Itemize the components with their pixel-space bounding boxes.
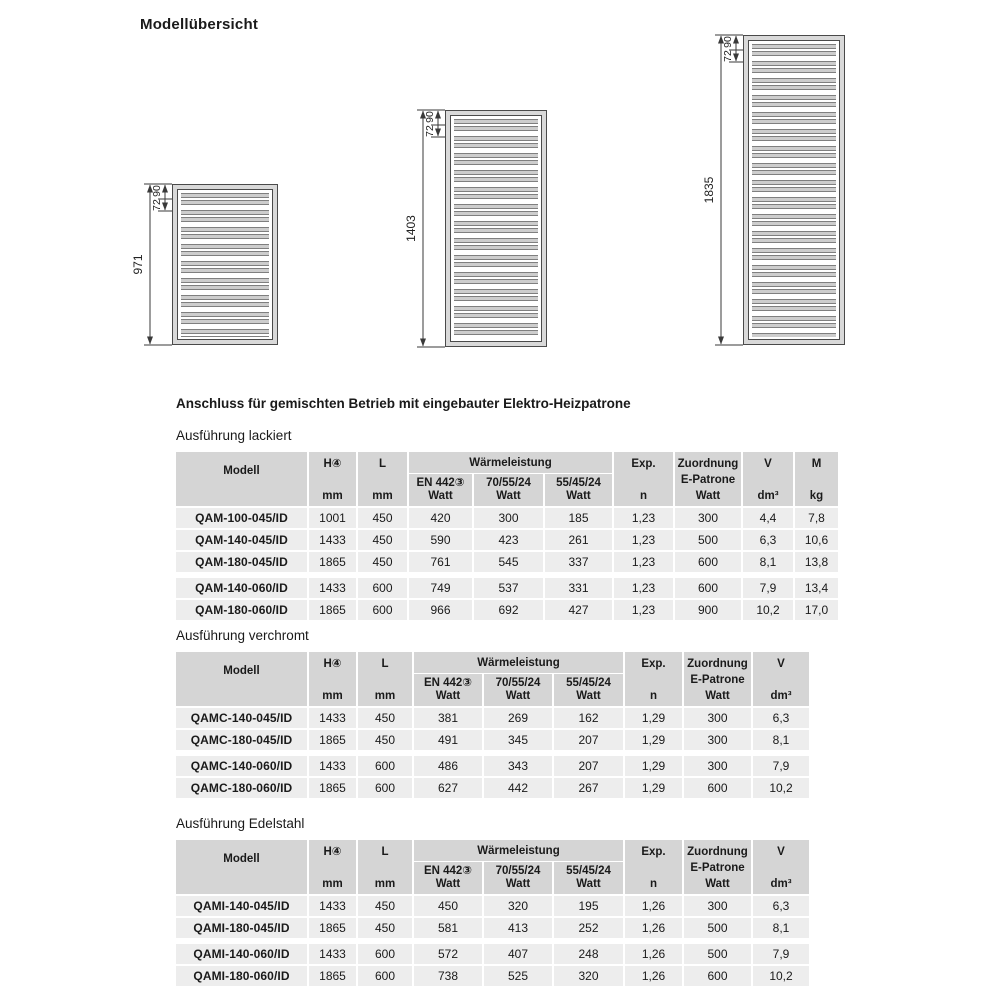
- header-cell-l: L mm: [358, 452, 407, 506]
- value-cell: 761: [409, 552, 472, 572]
- header-group-waermeleistung: [409, 452, 612, 506]
- radiator-diagram: [393, 102, 553, 355]
- value-cell: 600: [684, 778, 751, 798]
- value-cell: 162: [554, 708, 623, 728]
- spec-table-lackiert: [176, 452, 838, 620]
- value-cell: 8,1: [743, 552, 793, 572]
- value-cell: 572: [414, 944, 482, 964]
- value-cell: 1433: [309, 578, 356, 598]
- value-cell: 442: [484, 778, 552, 798]
- value-cell: 1865: [309, 778, 356, 798]
- table-row: [176, 708, 809, 728]
- value-cell: 1433: [309, 756, 356, 776]
- model-cell: QAMI-180-060/ID: [176, 966, 307, 986]
- value-cell: 1,26: [625, 918, 682, 938]
- value-cell: 6,3: [743, 530, 793, 550]
- radiator-tubes: [181, 192, 269, 337]
- value-cell: 7,9: [753, 944, 809, 964]
- value-cell: 10,2: [743, 600, 793, 620]
- header-cell-waermeleistung: Wärmeleistung: [409, 452, 612, 473]
- header-cell-watt-0: EN 442③ Watt: [409, 474, 472, 506]
- model-cell: QAM-100-045/ID: [176, 508, 307, 528]
- value-cell: 537: [474, 578, 543, 598]
- sub-heading-edelstahl: Ausführung Edelstahl: [176, 816, 305, 831]
- value-cell: 7,9: [743, 578, 793, 598]
- model-cell: QAM-140-060/ID: [176, 578, 307, 598]
- value-cell: 195: [554, 896, 623, 916]
- value-cell: 7,8: [795, 508, 838, 528]
- value-cell: 17,0: [795, 600, 838, 620]
- model-cell: QAMI-140-060/ID: [176, 944, 307, 964]
- value-cell: 300: [474, 508, 543, 528]
- model-cell: QAMC-180-060/ID: [176, 778, 307, 798]
- spec-table-edelstahl: [176, 840, 809, 986]
- header-cell-watt-2: 55/45/24 Watt: [545, 474, 612, 506]
- header-cell-v: V dm³: [753, 652, 809, 706]
- value-cell: 600: [358, 944, 412, 964]
- hole-top-dimension-label: 90: [424, 111, 436, 123]
- value-cell: 1865: [309, 552, 356, 572]
- page-title: Modellübersicht: [140, 16, 259, 33]
- value-cell: 545: [474, 552, 543, 572]
- model-cell: QAMC-140-045/ID: [176, 708, 307, 728]
- value-cell: 331: [545, 578, 612, 598]
- spec-table-verchromt: [176, 652, 809, 798]
- value-cell: 1,23: [614, 600, 673, 620]
- header-cell-watt-2: 55/45/24 Watt: [554, 674, 623, 706]
- value-cell: 381: [414, 708, 482, 728]
- value-cell: 420: [409, 508, 472, 528]
- value-cell: 1,26: [625, 966, 682, 986]
- value-cell: 8,1: [753, 918, 809, 938]
- table-header-row: [176, 652, 809, 706]
- value-cell: 1001: [309, 508, 356, 528]
- section-heading: Anschluss für gemischten Betrieb mit eingebauter Elektro-Heizpatrone: [176, 396, 631, 411]
- value-cell: 423: [474, 530, 543, 550]
- table-row: [176, 896, 809, 916]
- header-cell-waermeleistung: Wärmeleistung: [414, 840, 623, 861]
- radiator-tubes: [752, 43, 836, 337]
- value-cell: 1,29: [625, 708, 682, 728]
- value-cell: 600: [358, 966, 412, 986]
- header-cell-v: V dm³: [743, 452, 793, 506]
- hole-top-dimension-label: 90: [151, 185, 163, 197]
- value-cell: 300: [684, 730, 751, 750]
- value-cell: 8,1: [753, 730, 809, 750]
- header-group-waermeleistung: [414, 652, 623, 706]
- value-cell: 248: [554, 944, 623, 964]
- table-row: [176, 756, 809, 776]
- value-cell: 1865: [309, 730, 356, 750]
- value-cell: 450: [358, 896, 412, 916]
- value-cell: 320: [484, 896, 552, 916]
- value-cell: 590: [409, 530, 472, 550]
- value-cell: 300: [684, 708, 751, 728]
- value-cell: 4,4: [743, 508, 793, 528]
- model-cell: QAMI-180-045/ID: [176, 918, 307, 938]
- table-row: [176, 944, 809, 964]
- value-cell: 738: [414, 966, 482, 986]
- value-cell: 427: [545, 600, 612, 620]
- value-cell: 1,26: [625, 944, 682, 964]
- value-cell: 1865: [309, 918, 356, 938]
- radiator-diagram: [120, 176, 284, 353]
- header-cell-waermeleistung: Wärmeleistung: [414, 652, 623, 673]
- radiator-diagram-wrap: [691, 27, 851, 358]
- value-cell: 525: [484, 966, 552, 986]
- value-cell: 345: [484, 730, 552, 750]
- header-cell-h: H④ mm: [309, 840, 356, 894]
- value-cell: 1865: [309, 966, 356, 986]
- value-cell: 343: [484, 756, 552, 776]
- header-cell-zuordnung: Zuordnung E-Patrone Watt: [684, 840, 751, 894]
- header-cell-watt-0: EN 442③ Watt: [414, 862, 482, 894]
- header-cell-modell: Modell: [176, 652, 307, 706]
- table-row: [176, 578, 838, 598]
- value-cell: 749: [409, 578, 472, 598]
- model-cell: QAM-140-045/ID: [176, 530, 307, 550]
- value-cell: 600: [358, 778, 412, 798]
- value-cell: 337: [545, 552, 612, 572]
- value-cell: 900: [675, 600, 741, 620]
- value-cell: 10,2: [753, 778, 809, 798]
- value-cell: 300: [684, 756, 751, 776]
- value-cell: 10,2: [753, 966, 809, 986]
- value-cell: 7,9: [753, 756, 809, 776]
- height-dimension-label: 1835: [702, 176, 716, 204]
- value-cell: 300: [675, 508, 741, 528]
- table-row: [176, 530, 838, 550]
- value-cell: 1,29: [625, 756, 682, 776]
- model-cell: QAMC-140-060/ID: [176, 756, 307, 776]
- value-cell: 261: [545, 530, 612, 550]
- value-cell: 450: [414, 896, 482, 916]
- radiator-diagram-wrap: [120, 176, 284, 358]
- header-group-waermeleistung: [414, 840, 623, 894]
- value-cell: 6,3: [753, 896, 809, 916]
- value-cell: 600: [675, 578, 741, 598]
- value-cell: 600: [358, 756, 412, 776]
- header-cell-zuordnung: Zuordnung E-Patrone Watt: [675, 452, 741, 506]
- value-cell: 1433: [309, 530, 356, 550]
- radiator-tubes: [454, 118, 538, 339]
- table-row: [176, 966, 809, 986]
- sub-heading-verchromt: Ausführung verchromt: [176, 628, 309, 643]
- value-cell: 267: [554, 778, 623, 798]
- header-cell-exp: Exp. n: [625, 652, 682, 706]
- value-cell: 269: [484, 708, 552, 728]
- value-cell: 600: [358, 600, 407, 620]
- header-cell-l: L mm: [358, 840, 412, 894]
- value-cell: 1,23: [614, 508, 673, 528]
- model-cell: QAMC-180-045/ID: [176, 730, 307, 750]
- value-cell: 1433: [309, 944, 356, 964]
- value-cell: 581: [414, 918, 482, 938]
- value-cell: 252: [554, 918, 623, 938]
- value-cell: 407: [484, 944, 552, 964]
- height-dimension-label: 971: [131, 254, 145, 275]
- value-cell: 207: [554, 756, 623, 776]
- table-header-row: [176, 840, 809, 894]
- header-cell-watt-1: 70/55/24 Watt: [484, 862, 552, 894]
- header-cell-exp: Exp. n: [614, 452, 673, 506]
- hole-top-dimension-label: 90: [722, 36, 734, 48]
- hole-pitch-dimension-label: 72: [151, 199, 163, 211]
- table-header-row: [176, 452, 838, 506]
- value-cell: 500: [684, 944, 751, 964]
- value-cell: 1,23: [614, 578, 673, 598]
- header-cell-zuordnung: Zuordnung E-Patrone Watt: [684, 652, 751, 706]
- value-cell: 450: [358, 918, 412, 938]
- header-cell-h: H④ mm: [309, 652, 356, 706]
- value-cell: 1,29: [625, 730, 682, 750]
- table-row: [176, 508, 838, 528]
- header-cell-modell: Modell: [176, 840, 307, 894]
- value-cell: 500: [675, 530, 741, 550]
- model-cell: QAM-180-045/ID: [176, 552, 307, 572]
- sub-heading-lackiert: Ausführung lackiert: [176, 428, 292, 443]
- value-cell: 450: [358, 708, 412, 728]
- header-cell-watt-1: 70/55/24 Watt: [474, 474, 543, 506]
- radiator-diagram-wrap: [393, 102, 553, 360]
- value-cell: 486: [414, 756, 482, 776]
- table-block-lackiert: [176, 428, 838, 620]
- value-cell: 1,23: [614, 552, 673, 572]
- value-cell: 600: [358, 578, 407, 598]
- height-dimension-label: 1403: [404, 215, 418, 242]
- header-cell-m: M kg: [795, 452, 838, 506]
- value-cell: 600: [684, 966, 751, 986]
- value-cell: 1433: [309, 708, 356, 728]
- value-cell: 6,3: [753, 708, 809, 728]
- table-row: [176, 552, 838, 572]
- value-cell: 1,23: [614, 530, 673, 550]
- value-cell: 207: [554, 730, 623, 750]
- table-row: [176, 730, 809, 750]
- header-cell-l: L mm: [358, 652, 412, 706]
- value-cell: 1865: [309, 600, 356, 620]
- table-row: [176, 918, 809, 938]
- header-cell-watt-0: EN 442③ Watt: [414, 674, 482, 706]
- header-cell-v: V dm³: [753, 840, 809, 894]
- value-cell: 185: [545, 508, 612, 528]
- hole-pitch-dimension-label: 72: [722, 50, 734, 62]
- value-cell: 450: [358, 530, 407, 550]
- value-cell: 692: [474, 600, 543, 620]
- value-cell: 13,4: [795, 578, 838, 598]
- header-cell-watt-2: 55/45/24 Watt: [554, 862, 623, 894]
- value-cell: 500: [684, 918, 751, 938]
- header-cell-exp: Exp. n: [625, 840, 682, 894]
- value-cell: 413: [484, 918, 552, 938]
- table-row: [176, 600, 838, 620]
- value-cell: 13,8: [795, 552, 838, 572]
- header-cell-modell: Modell: [176, 452, 307, 506]
- value-cell: 491: [414, 730, 482, 750]
- value-cell: 450: [358, 730, 412, 750]
- value-cell: 1,26: [625, 896, 682, 916]
- value-cell: 300: [684, 896, 751, 916]
- table-block-verchromt: [176, 628, 809, 798]
- value-cell: 450: [358, 508, 407, 528]
- model-cell: QAMI-140-045/ID: [176, 896, 307, 916]
- value-cell: 450: [358, 552, 407, 572]
- model-cell: QAM-180-060/ID: [176, 600, 307, 620]
- value-cell: 600: [675, 552, 741, 572]
- header-cell-h: H④ mm: [309, 452, 356, 506]
- table-row: [176, 778, 809, 798]
- table-block-edelstahl: [176, 816, 809, 986]
- value-cell: 10,6: [795, 530, 838, 550]
- hole-pitch-dimension-label: 72: [424, 125, 436, 137]
- value-cell: 1433: [309, 896, 356, 916]
- value-cell: 320: [554, 966, 623, 986]
- header-cell-watt-1: 70/55/24 Watt: [484, 674, 552, 706]
- value-cell: 627: [414, 778, 482, 798]
- radiator-diagram: [691, 27, 851, 353]
- value-cell: 966: [409, 600, 472, 620]
- value-cell: 1,29: [625, 778, 682, 798]
